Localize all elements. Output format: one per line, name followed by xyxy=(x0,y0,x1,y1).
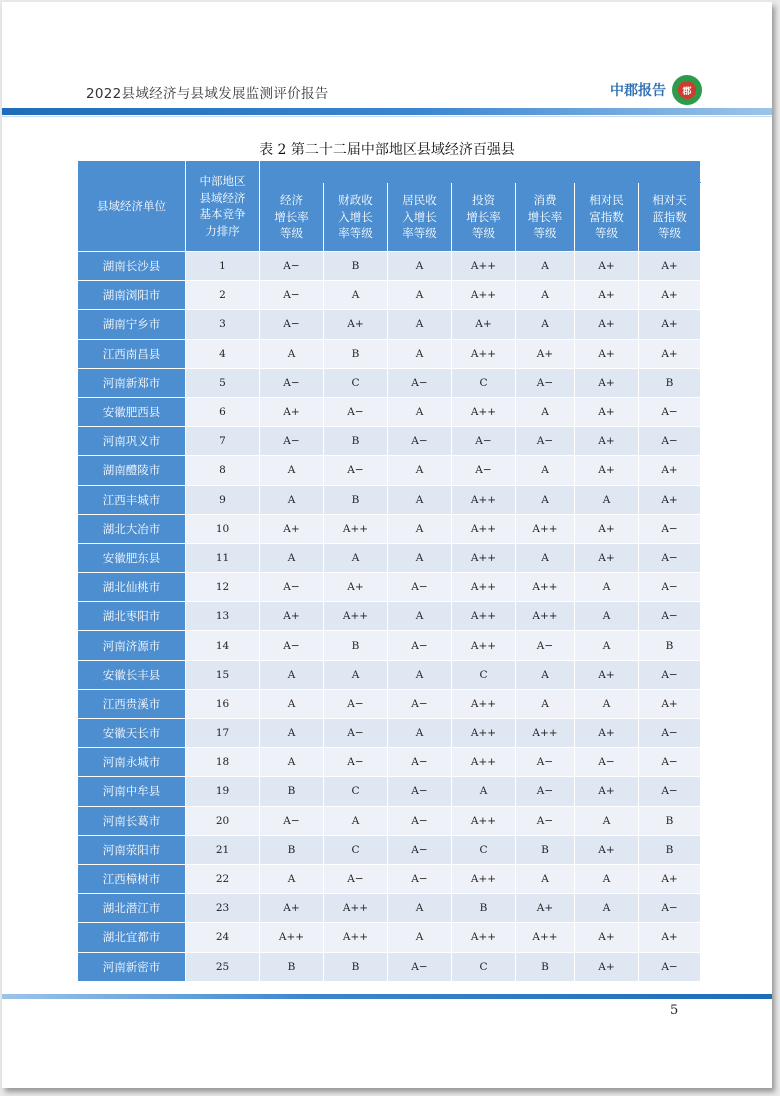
county-name: 河南新郑市 xyxy=(78,368,186,397)
grade-cell: A xyxy=(324,660,388,689)
grade-cell: A xyxy=(516,281,575,310)
grade-cell: A xyxy=(324,543,388,572)
header-indicator-line: 等级 xyxy=(280,226,303,241)
grade-cell: A− xyxy=(639,427,701,456)
grade-cell: B xyxy=(324,485,388,514)
rank-cell: 10 xyxy=(186,514,260,543)
grade-cell: A− xyxy=(260,252,324,281)
grade-cell: A− xyxy=(260,281,324,310)
table-row xyxy=(78,252,701,281)
grade-cell: B xyxy=(639,806,701,835)
county-name: 河南新密市 xyxy=(78,952,186,981)
grade-cell: A− xyxy=(516,777,575,806)
grade-cell: A+ xyxy=(260,397,324,426)
table-row xyxy=(78,952,701,981)
grade-cell: A xyxy=(324,281,388,310)
grade-cell: A− xyxy=(388,573,452,602)
county-name: 安徽长丰县 xyxy=(78,660,186,689)
county-name: 河南长葛市 xyxy=(78,806,186,835)
grade-cell: A− xyxy=(639,660,701,689)
county-name: 河南济源市 xyxy=(78,631,186,660)
grade-cell: A xyxy=(388,456,452,485)
grade-cell: A+ xyxy=(516,339,575,368)
brand-logo-icon: 郡 xyxy=(672,75,702,105)
header-indicator-line: 等级 xyxy=(472,226,495,241)
county-name: 湖北宜都市 xyxy=(78,923,186,952)
grade-cell: A− xyxy=(324,719,388,748)
grade-cell: C xyxy=(324,777,388,806)
table-row xyxy=(78,894,701,923)
grade-cell: A++ xyxy=(516,719,575,748)
grade-cell: A− xyxy=(639,573,701,602)
county-name: 江西丰城市 xyxy=(78,485,186,514)
rank-cell: 16 xyxy=(186,689,260,718)
table-row xyxy=(78,806,701,835)
brand xyxy=(610,75,702,105)
grade-cell: A xyxy=(388,310,452,339)
header-rank-line: 基本竞争 xyxy=(199,207,246,221)
table-row xyxy=(78,281,701,310)
grade-cell: A+ xyxy=(575,952,639,981)
county-name: 湖南长沙县 xyxy=(78,252,186,281)
grade-cell: A− xyxy=(388,689,452,718)
grade-cell: A− xyxy=(324,689,388,718)
grade-cell: A xyxy=(575,689,639,718)
rank-cell: 9 xyxy=(186,485,260,514)
county-name: 河南永城市 xyxy=(78,748,186,777)
grade-cell: B xyxy=(324,631,388,660)
grade-cell: A xyxy=(388,923,452,952)
rank-cell: 14 xyxy=(186,631,260,660)
grade-cell: A xyxy=(388,281,452,310)
grade-cell: A xyxy=(260,689,324,718)
grade-cell: A− xyxy=(388,427,452,456)
header-indicator-line: 投资 xyxy=(472,193,495,208)
rank-cell: 25 xyxy=(186,952,260,981)
grade-cell: A+ xyxy=(260,602,324,631)
grade-cell: A− xyxy=(639,719,701,748)
table-row xyxy=(78,427,701,456)
grade-cell: A+ xyxy=(575,456,639,485)
grade-cell: B xyxy=(516,835,575,864)
rank-cell: 15 xyxy=(186,660,260,689)
header-indicator-line: 入增长 xyxy=(338,209,373,224)
rank-cell: 2 xyxy=(186,281,260,310)
rank-cell: 24 xyxy=(186,923,260,952)
grade-cell: A− xyxy=(639,777,701,806)
header-indicator-line: 财政收 xyxy=(338,193,373,208)
rank-cell: 4 xyxy=(186,339,260,368)
table-row xyxy=(78,864,701,893)
page-number: 5 xyxy=(670,1003,679,1018)
grade-cell: A+ xyxy=(575,281,639,310)
header-top-strip xyxy=(260,161,701,183)
grade-cell: C xyxy=(452,952,516,981)
grade-cell: C xyxy=(324,368,388,397)
grade-cell: B xyxy=(452,894,516,923)
header-indicator-line: 入增长 xyxy=(402,209,437,224)
table-row xyxy=(78,660,701,689)
grade-cell: A++ xyxy=(516,573,575,602)
grade-cell: A− xyxy=(388,368,452,397)
grade-cell: A++ xyxy=(452,602,516,631)
table-row xyxy=(78,543,701,572)
grade-cell: A xyxy=(516,864,575,893)
grade-cell: B xyxy=(639,368,701,397)
header-indicator-line: 等级 xyxy=(533,226,557,241)
header-indicator-line: 增长率 xyxy=(527,209,563,224)
county-name: 湖北潜江市 xyxy=(78,894,186,923)
table-row xyxy=(78,397,701,426)
header-indicator-line: 相对天 xyxy=(652,193,687,208)
rank-cell: 22 xyxy=(186,864,260,893)
grade-cell: A− xyxy=(388,806,452,835)
header-indicator-line: 蓝指数 xyxy=(652,209,687,224)
county-name: 湖南浏阳市 xyxy=(78,281,186,310)
grade-cell: A− xyxy=(516,631,575,660)
grade-cell: A xyxy=(260,864,324,893)
county-name: 河南巩义市 xyxy=(78,427,186,456)
rank-cell: 5 xyxy=(186,368,260,397)
grade-cell: A++ xyxy=(452,864,516,893)
grade-cell: B xyxy=(324,339,388,368)
grade-cell: B xyxy=(639,631,701,660)
header-rank xyxy=(186,161,260,252)
grade-cell: A++ xyxy=(452,397,516,426)
table-row xyxy=(78,835,701,864)
header-indicator-line: 率等级 xyxy=(402,226,437,241)
grade-cell: A+ xyxy=(575,543,639,572)
rank-cell: 20 xyxy=(186,806,260,835)
grade-cell: A+ xyxy=(639,864,701,893)
grade-cell: C xyxy=(452,368,516,397)
county-name: 河南荥阳市 xyxy=(78,835,186,864)
county-name: 湖北仙桃市 xyxy=(78,573,186,602)
rank-cell: 23 xyxy=(186,894,260,923)
grade-cell: A− xyxy=(516,368,575,397)
grade-cell: A− xyxy=(516,748,575,777)
grade-cell: A+ xyxy=(575,660,639,689)
grade-cell: B xyxy=(260,952,324,981)
rank-cell: 8 xyxy=(186,456,260,485)
grade-cell: A− xyxy=(260,631,324,660)
header-rule xyxy=(2,108,772,115)
grade-cell: A xyxy=(260,485,324,514)
grade-cell: A− xyxy=(516,427,575,456)
grade-cell: A− xyxy=(388,952,452,981)
header-indicator xyxy=(452,183,516,252)
grade-cell: A+ xyxy=(575,252,639,281)
grade-cell: A xyxy=(575,602,639,631)
grade-cell: A++ xyxy=(324,923,388,952)
grade-cell: A xyxy=(452,777,516,806)
grade-cell: A++ xyxy=(452,252,516,281)
grade-cell: A+ xyxy=(575,835,639,864)
header-unit: 县域经济单位 xyxy=(78,161,186,252)
table-row xyxy=(78,310,701,339)
table-row xyxy=(78,573,701,602)
grade-cell: A− xyxy=(639,748,701,777)
grade-cell: A− xyxy=(324,456,388,485)
grade-cell: A xyxy=(388,485,452,514)
grade-cell: A− xyxy=(388,748,452,777)
rank-cell: 1 xyxy=(186,252,260,281)
header-indicator-line: 经济 xyxy=(280,193,303,208)
report-page xyxy=(2,2,772,1088)
grade-cell: A xyxy=(575,631,639,660)
footer-rule xyxy=(2,994,772,999)
grade-cell: A− xyxy=(639,514,701,543)
header-indicator-line: 增长率 xyxy=(466,209,501,224)
grade-cell: A− xyxy=(324,748,388,777)
rank-cell: 18 xyxy=(186,748,260,777)
grade-cell: A+ xyxy=(575,310,639,339)
grade-cell: A++ xyxy=(324,514,388,543)
county-name: 湖北枣阳市 xyxy=(78,602,186,631)
grade-cell: A xyxy=(260,456,324,485)
grade-cell: A++ xyxy=(452,543,516,572)
grade-cell: A xyxy=(516,252,575,281)
header-indicator xyxy=(324,183,388,252)
grade-cell: A− xyxy=(639,543,701,572)
grade-cell: B xyxy=(324,952,388,981)
county-name: 安徽肥西县 xyxy=(78,397,186,426)
grade-cell: A xyxy=(260,660,324,689)
grade-cell: A− xyxy=(639,952,701,981)
grade-cell: A xyxy=(388,719,452,748)
grade-cell: A xyxy=(388,894,452,923)
table-row xyxy=(78,719,701,748)
table-row xyxy=(78,514,701,543)
table-row xyxy=(78,602,701,631)
grade-cell: A+ xyxy=(639,456,701,485)
county-name: 河南中牟县 xyxy=(78,777,186,806)
table-row xyxy=(78,923,701,952)
grade-cell: A++ xyxy=(516,602,575,631)
header-indicator xyxy=(388,183,452,252)
county-name: 安徽天长市 xyxy=(78,719,186,748)
ranking-table xyxy=(77,160,701,982)
grade-cell: A xyxy=(516,485,575,514)
grade-cell: C xyxy=(452,835,516,864)
grade-cell: A− xyxy=(260,806,324,835)
grade-cell: C xyxy=(324,835,388,864)
header-rank-line: 力排序 xyxy=(205,223,240,238)
county-name: 江西贵溪市 xyxy=(78,689,186,718)
rank-cell: 3 xyxy=(186,310,260,339)
grade-cell: B xyxy=(324,252,388,281)
table-row xyxy=(78,456,701,485)
table-row xyxy=(78,689,701,718)
grade-cell: A+ xyxy=(516,894,575,923)
grade-cell: A+ xyxy=(324,573,388,602)
rank-cell: 11 xyxy=(186,543,260,572)
grade-cell: A− xyxy=(388,631,452,660)
grade-cell: A xyxy=(516,310,575,339)
rank-cell: 7 xyxy=(186,427,260,456)
grade-cell: A xyxy=(575,864,639,893)
grade-cell: A− xyxy=(388,835,452,864)
rank-cell: 17 xyxy=(186,719,260,748)
grade-cell: A xyxy=(575,573,639,602)
grade-cell: A− xyxy=(324,864,388,893)
grade-cell: A xyxy=(575,894,639,923)
grade-cell: A+ xyxy=(260,514,324,543)
brand-name: 中郡报告 xyxy=(610,83,666,99)
county-name: 安徽肥东县 xyxy=(78,543,186,572)
grade-cell: A xyxy=(575,485,639,514)
grade-cell: A++ xyxy=(516,923,575,952)
county-name: 江西南昌县 xyxy=(78,339,186,368)
grade-cell: A+ xyxy=(575,427,639,456)
grade-cell: A xyxy=(260,748,324,777)
grade-cell: A++ xyxy=(452,806,516,835)
grade-cell: B xyxy=(260,777,324,806)
grade-cell: A xyxy=(388,660,452,689)
grade-cell: A++ xyxy=(324,602,388,631)
grade-cell: A+ xyxy=(639,310,701,339)
grade-cell: A− xyxy=(388,777,452,806)
grade-cell: A++ xyxy=(452,748,516,777)
grade-cell: A++ xyxy=(516,514,575,543)
table-row xyxy=(78,485,701,514)
grade-cell: A− xyxy=(324,397,388,426)
grade-cell: A xyxy=(388,252,452,281)
rank-cell: 12 xyxy=(186,573,260,602)
grade-cell: A xyxy=(575,806,639,835)
grade-cell: A++ xyxy=(324,894,388,923)
header-indicator-line: 消费 xyxy=(533,193,557,208)
grade-cell: A xyxy=(516,689,575,718)
grade-cell: A+ xyxy=(324,310,388,339)
grade-cell: A++ xyxy=(452,514,516,543)
grade-cell: A++ xyxy=(452,719,516,748)
grade-cell: A++ xyxy=(452,631,516,660)
grade-cell: B xyxy=(639,835,701,864)
grade-cell: A++ xyxy=(452,923,516,952)
header-indicator-line: 等级 xyxy=(595,226,618,241)
grade-cell: A+ xyxy=(575,719,639,748)
grade-cell: A− xyxy=(639,602,701,631)
grade-cell: A xyxy=(324,806,388,835)
grade-cell: A+ xyxy=(575,339,639,368)
header-rank-line: 县域经济 xyxy=(199,190,246,205)
report-header-title: 2022县域经济与县域发展监测评价报告 xyxy=(86,86,329,102)
grade-cell: A+ xyxy=(575,368,639,397)
grade-cell: B xyxy=(260,835,324,864)
grade-cell: B xyxy=(516,952,575,981)
table-title: 表 2 第二十二届中部地区县域经济百强县 xyxy=(259,142,515,158)
grade-cell: A+ xyxy=(575,397,639,426)
grade-cell: A+ xyxy=(575,514,639,543)
grade-cell: A+ xyxy=(639,281,701,310)
rank-cell: 19 xyxy=(186,777,260,806)
grade-cell: A xyxy=(388,397,452,426)
county-name: 湖北大冶市 xyxy=(78,514,186,543)
header-rank-line: 中部地区 xyxy=(199,174,246,188)
grade-cell: A xyxy=(516,397,575,426)
header-indicator xyxy=(516,183,575,252)
grade-cell: A− xyxy=(260,368,324,397)
grade-cell: A xyxy=(260,543,324,572)
grade-cell: A xyxy=(388,339,452,368)
grade-cell: A++ xyxy=(452,689,516,718)
table-row xyxy=(78,631,701,660)
grade-cell: A+ xyxy=(639,252,701,281)
header-indicator xyxy=(260,183,324,252)
grade-cell: A− xyxy=(639,894,701,923)
header-indicator-line: 增长率 xyxy=(274,209,309,224)
grade-cell: A− xyxy=(452,427,516,456)
table-row xyxy=(78,368,701,397)
grade-cell: A− xyxy=(260,573,324,602)
header-indicator-line: 等级 xyxy=(658,226,681,241)
grade-cell: A xyxy=(260,339,324,368)
grade-cell: A+ xyxy=(260,894,324,923)
grade-cell: A− xyxy=(516,806,575,835)
grade-cell: A xyxy=(516,660,575,689)
header-indicator-line: 率等级 xyxy=(338,226,373,241)
rank-cell: 21 xyxy=(186,835,260,864)
grade-cell: A− xyxy=(452,456,516,485)
county-name: 江西樟树市 xyxy=(78,864,186,893)
county-name: 湖南醴陵市 xyxy=(78,456,186,485)
grade-cell: A++ xyxy=(452,281,516,310)
grade-cell: A xyxy=(516,543,575,572)
header-indicator-line: 相对民 xyxy=(589,193,624,208)
grade-cell: A− xyxy=(388,864,452,893)
grade-cell: C xyxy=(452,660,516,689)
table-row xyxy=(78,748,701,777)
grade-cell: A++ xyxy=(452,339,516,368)
grade-cell: A++ xyxy=(260,923,324,952)
grade-cell: A+ xyxy=(639,923,701,952)
grade-cell: A+ xyxy=(452,310,516,339)
grade-cell: A− xyxy=(260,310,324,339)
grade-cell: A+ xyxy=(639,485,701,514)
grade-cell: A xyxy=(388,602,452,631)
rank-cell: 6 xyxy=(186,397,260,426)
grade-cell: A− xyxy=(575,748,639,777)
grade-cell: A− xyxy=(639,397,701,426)
header-indicator xyxy=(639,183,701,252)
header-indicator xyxy=(575,183,639,252)
grade-cell: A+ xyxy=(639,339,701,368)
grade-cell: A xyxy=(516,456,575,485)
grade-cell: B xyxy=(324,427,388,456)
table-row xyxy=(78,339,701,368)
grade-cell: A+ xyxy=(575,923,639,952)
grade-cell: A xyxy=(388,514,452,543)
header-indicator-line: 居民收 xyxy=(402,193,437,208)
grade-cell: A xyxy=(260,719,324,748)
grade-cell: A++ xyxy=(452,573,516,602)
county-name: 湖南宁乡市 xyxy=(78,310,186,339)
grade-cell: A− xyxy=(260,427,324,456)
grade-cell: A+ xyxy=(639,689,701,718)
header-indicator-line: 富指数 xyxy=(589,209,624,224)
rank-cell: 13 xyxy=(186,602,260,631)
grade-cell: A++ xyxy=(452,485,516,514)
grade-cell: A xyxy=(388,543,452,572)
grade-cell: A+ xyxy=(575,777,639,806)
table-row xyxy=(78,777,701,806)
header-rule-thin xyxy=(2,116,772,117)
